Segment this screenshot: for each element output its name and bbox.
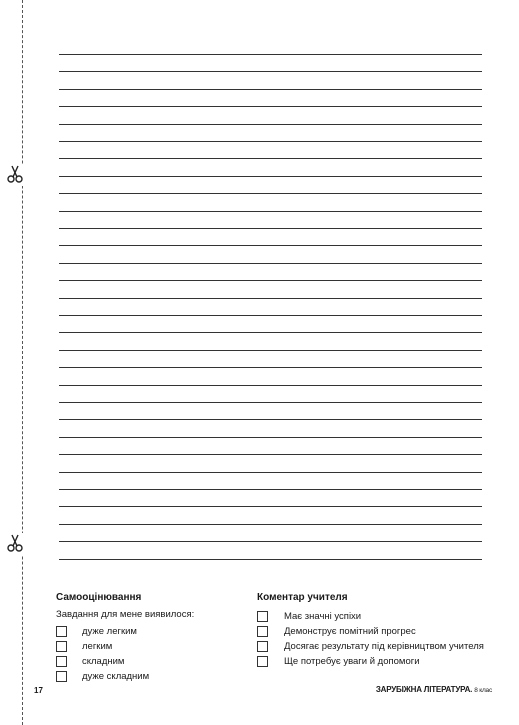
self-option[interactable] [56,669,246,684]
teacher-comment [257,592,497,669]
writing-line[interactable] [59,245,482,246]
teacher-option[interactable] [257,609,497,624]
option-label: дуже складним [82,671,150,682]
writing-line[interactable] [59,541,482,542]
writing-line[interactable] [59,54,482,55]
option-label: Досягає результату під керівництвом учителя [284,641,484,652]
writing-line[interactable] [59,437,482,438]
writing-line[interactable] [59,71,482,72]
checkbox[interactable] [257,656,268,667]
checkbox[interactable] [56,671,67,682]
writing-line[interactable] [59,211,482,212]
writing-line[interactable] [59,454,482,455]
writing-line[interactable] [59,106,482,107]
teacher-comment-title: Коментар учителя [257,592,348,603]
self-assessment-title: Самооцінювання [56,592,142,603]
running-footer [376,685,492,694]
writing-line[interactable] [59,350,482,351]
teacher-option[interactable] [257,654,497,669]
writing-line[interactable] [59,124,482,125]
checkbox[interactable] [56,656,67,667]
writing-line[interactable] [59,385,482,386]
self-option[interactable] [56,654,246,669]
teacher-option[interactable] [257,624,497,639]
self-option[interactable] [56,639,246,654]
checkbox[interactable] [257,641,268,652]
writing-line[interactable] [59,141,482,142]
footer-grade: 8 клас [474,687,492,694]
writing-line[interactable] [59,228,482,229]
self-assessment-prompt: Завдання для мене виявилося: [56,609,195,620]
writing-line[interactable] [59,280,482,281]
writing-line[interactable] [59,524,482,525]
checkbox[interactable] [257,626,268,637]
writing-line[interactable] [59,559,482,560]
option-label: Має значні успіхи [284,611,362,622]
cut-line [22,0,23,725]
writing-line[interactable] [59,158,482,159]
option-label: складним [82,656,125,667]
checkbox[interactable] [56,641,67,652]
page-number: 17 [34,686,43,695]
option-label: легким [82,641,113,652]
scissors-icon [6,164,24,186]
writing-line[interactable] [59,402,482,403]
writing-line[interactable] [59,89,482,90]
scissors-icon [6,533,24,555]
writing-line[interactable] [59,472,482,473]
footer-subject: ЗАРУБІЖНА ЛІТЕРАТУРА. [375,685,473,694]
teacher-option[interactable] [257,639,497,654]
writing-line[interactable] [59,419,482,420]
writing-line[interactable] [59,298,482,299]
self-option[interactable] [56,624,246,639]
option-label: Ще потребує уваги й допомоги [284,656,420,667]
checkbox[interactable] [257,611,268,622]
option-label: Демонструє помітний прогрес [284,626,416,637]
writing-line[interactable] [59,263,482,264]
writing-line[interactable] [59,315,482,316]
option-label: дуже легким [82,626,137,637]
writing-line[interactable] [59,489,482,490]
writing-line[interactable] [59,506,482,507]
self-assessment [56,592,246,684]
writing-line[interactable] [59,176,482,177]
checkbox[interactable] [56,626,67,637]
writing-line[interactable] [59,367,482,368]
writing-line[interactable] [59,332,482,333]
writing-line[interactable] [59,193,482,194]
